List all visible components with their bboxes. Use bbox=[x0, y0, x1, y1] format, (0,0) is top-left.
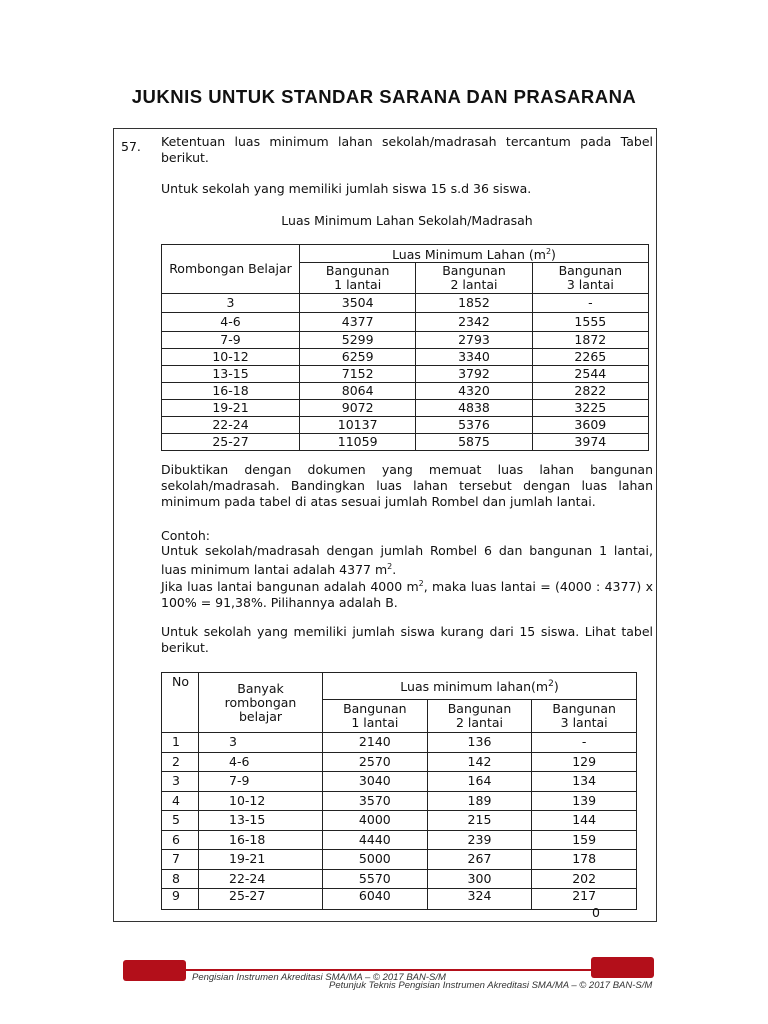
table1-cell: 3225 bbox=[532, 400, 648, 417]
table1-cell: - bbox=[532, 294, 648, 313]
table2-cell: 2140 bbox=[323, 733, 428, 753]
table2-row bbox=[162, 830, 637, 850]
table1-cell: 3504 bbox=[300, 294, 416, 313]
table2-cell: 2570 bbox=[323, 752, 428, 772]
table1-cell: 4838 bbox=[416, 400, 532, 417]
table1-cell: 10137 bbox=[300, 417, 416, 434]
table2-cell: 267 bbox=[427, 850, 532, 870]
table2-header-2-lantai: Bangunan 2 lantai bbox=[427, 700, 532, 733]
table2-row bbox=[162, 869, 637, 889]
table1-cell: 3 bbox=[162, 294, 300, 313]
item-number: 57. bbox=[121, 139, 141, 154]
table1-cell: 25-27 bbox=[162, 434, 300, 451]
table1-caption: Luas Minimum Lahan Sekolah/Madrasah bbox=[281, 213, 533, 228]
table2-cell: 4-6 bbox=[199, 752, 323, 772]
table1-cell: 5875 bbox=[416, 434, 532, 451]
table2-cell: 144 bbox=[532, 811, 637, 831]
table1-row bbox=[162, 349, 649, 366]
table2-cell: 134 bbox=[532, 772, 637, 792]
table2-header-1-lantai: Bangunan 1 lantai bbox=[323, 700, 428, 733]
table1-cell: 11059 bbox=[300, 434, 416, 451]
table2-cell: 4440 bbox=[323, 830, 428, 850]
table1-cell: 19-21 bbox=[162, 400, 300, 417]
table2-cell: 8 bbox=[162, 869, 199, 889]
footer-bar-left bbox=[123, 960, 186, 981]
table2-cell: 6 bbox=[162, 830, 199, 850]
table1-cell: 4-6 bbox=[162, 313, 300, 332]
table2-cell: 129 bbox=[532, 752, 637, 772]
table2-cell: 3570 bbox=[323, 791, 428, 811]
table2-row bbox=[162, 791, 637, 811]
table2-row bbox=[162, 889, 637, 910]
table2-cell: 3 bbox=[199, 733, 323, 753]
example-line-1: Untuk sekolah/madrasah dengan jumlah Rombel 6 dan bangunan 1 lantai, luas minimum lantai adalah 4377 $m^2$. bbox=[161, 543, 653, 578]
footer-text: Petunjuk Teknis Pengisian Instrumen Akreditasi SMA/MA – © 2017 BAN-S/M bbox=[329, 980, 653, 991]
table2-cell: 1 bbox=[162, 733, 199, 753]
table1-cell: 13-15 bbox=[162, 366, 300, 383]
table1-header-group: Luas Minimum Lahan $(m^2)$ bbox=[300, 245, 649, 263]
table1-cell: 3609 bbox=[532, 417, 648, 434]
intro-text: Ketentuan luas minimum lahan sekolah/madrasah tercantum pada Tabel berikut. bbox=[161, 134, 653, 165]
table1-cell: 2544 bbox=[532, 366, 648, 383]
table1-cell: 6259 bbox=[300, 349, 416, 366]
table2-cell: 136 bbox=[427, 733, 532, 753]
proof-text: Dibuktikan dengan dokumen yang memuat luas lahan bangunan sekolah/madrasah. Bandingkan luas lahan tersebut dengan luas lahan minimum pada tabel di atas sesuai jumlah Rombel dan jumlah lantai. bbox=[161, 462, 653, 509]
table2-cell: 6040 bbox=[323, 889, 428, 910]
table1-row bbox=[162, 313, 649, 332]
table1-cell: 7152 bbox=[300, 366, 416, 383]
table2-cell: 3040 bbox=[323, 772, 428, 792]
table2-cell: 4 bbox=[162, 791, 199, 811]
table1-row bbox=[162, 417, 649, 434]
table1-row bbox=[162, 383, 649, 400]
table1-cell: 2265 bbox=[532, 349, 648, 366]
table1-cell: 3340 bbox=[416, 349, 532, 366]
table2-cell: 7 bbox=[162, 850, 199, 870]
table2-cell: 159 bbox=[532, 830, 637, 850]
table1-cell: 4377 bbox=[300, 313, 416, 332]
footer-text-overlap: Pengisian Instrumen Akreditasi SMA/MA – © 2017 BAN-S/M bbox=[192, 972, 446, 983]
table2-header-no: No bbox=[162, 673, 199, 733]
footer-bar-right bbox=[591, 957, 654, 978]
table2-cell: - bbox=[532, 733, 637, 753]
table2-header-3-lantai: Bangunan 3 lantai bbox=[532, 700, 637, 733]
table1-header-2-lantai: Bangunan 2 lantai bbox=[416, 263, 532, 294]
table2-cell: 2 bbox=[162, 752, 199, 772]
table1-cell: 2822 bbox=[532, 383, 648, 400]
table2-cell: 139 bbox=[532, 791, 637, 811]
table1-cell: 1555 bbox=[532, 313, 648, 332]
table1-cell: 1872 bbox=[532, 332, 648, 349]
table1-cell: 4320 bbox=[416, 383, 532, 400]
case2-text: Untuk sekolah yang memiliki jumlah siswa kurang dari 15 siswa. Lihat tabel berikut. bbox=[161, 624, 653, 655]
table1-header-3-lantai: Bangunan 3 lantai bbox=[532, 263, 648, 294]
table1-header-rombel: Rombongan Belajar bbox=[162, 245, 300, 294]
table1-cell: 10-12 bbox=[162, 349, 300, 366]
table1-cell: 5299 bbox=[300, 332, 416, 349]
table2-cell: 5 bbox=[162, 811, 199, 831]
table1-cell: 1852 bbox=[416, 294, 532, 313]
table1-row bbox=[162, 366, 649, 383]
table2-cell: 324 bbox=[427, 889, 532, 910]
footer-line bbox=[186, 969, 591, 971]
table2-row bbox=[162, 772, 637, 792]
table1-header-1-lantai: Bangunan 1 lantai bbox=[300, 263, 416, 294]
table2-cell: 7-9 bbox=[199, 772, 323, 792]
page-title: JUKNIS UNTUK STANDAR SARANA DAN PRASARANA bbox=[131, 86, 637, 107]
table1-cell: 5376 bbox=[416, 417, 532, 434]
table1-cell: 8064 bbox=[300, 383, 416, 400]
table2-cell: 19-21 bbox=[199, 850, 323, 870]
table2-row bbox=[162, 811, 637, 831]
land-table-15-36 bbox=[161, 244, 649, 451]
table1-cell: 16-18 bbox=[162, 383, 300, 400]
table1-cell: 2793 bbox=[416, 332, 532, 349]
table1-row bbox=[162, 332, 649, 349]
table2-overflow-digit: 0 bbox=[592, 905, 600, 920]
table2-header-group: Luas minimum $lahan(m^2)$ bbox=[323, 673, 637, 700]
table2-cell: 4000 bbox=[323, 811, 428, 831]
table1-cell: 22-24 bbox=[162, 417, 300, 434]
table2-cell: 217 bbox=[532, 889, 637, 910]
table1-cell: 2342 bbox=[416, 313, 532, 332]
table1-row bbox=[162, 434, 649, 451]
table1-cell: 9072 bbox=[300, 400, 416, 417]
case1-text: Untuk sekolah yang memiliki jumlah siswa 15 s.d 36 siswa. bbox=[161, 181, 532, 196]
table2-cell: 10-12 bbox=[199, 791, 323, 811]
table1-row bbox=[162, 294, 649, 313]
table2-row bbox=[162, 752, 637, 772]
table2-cell: 25-27 bbox=[199, 889, 323, 910]
table2-cell: 16-18 bbox=[199, 830, 323, 850]
table2-cell: 5570 bbox=[323, 869, 428, 889]
table2-cell: 178 bbox=[532, 850, 637, 870]
table2-cell: 189 bbox=[427, 791, 532, 811]
table2-header-rombel: Banyak rombongan belajar bbox=[199, 673, 323, 733]
table2-cell: 13-15 bbox=[199, 811, 323, 831]
table1-cell: 7-9 bbox=[162, 332, 300, 349]
example-label: Contoh: bbox=[161, 528, 210, 543]
table2-cell: 22-24 bbox=[199, 869, 323, 889]
table1-cell: 3792 bbox=[416, 366, 532, 383]
table1-cell: 3974 bbox=[532, 434, 648, 451]
table2-cell: 3 bbox=[162, 772, 199, 792]
table2-row bbox=[162, 733, 637, 753]
table2-cell: 300 bbox=[427, 869, 532, 889]
table1-row bbox=[162, 400, 649, 417]
table2-cell: 202 bbox=[532, 869, 637, 889]
table2-cell: 142 bbox=[427, 752, 532, 772]
table2-cell: 5000 bbox=[323, 850, 428, 870]
table2-row bbox=[162, 850, 637, 870]
table2-cell: 164 bbox=[427, 772, 532, 792]
table2-cell: 215 bbox=[427, 811, 532, 831]
land-table-under-15 bbox=[161, 672, 637, 910]
table2-cell: 239 bbox=[427, 830, 532, 850]
table2-cell: 9 bbox=[162, 889, 199, 910]
example-line-2: Jika luas lantai bangunan adalah 4000 $m^2$, maka luas lantai = (4000 : 4377) x 100% = 91,38%. Pilihannya adalah B. bbox=[161, 579, 653, 611]
